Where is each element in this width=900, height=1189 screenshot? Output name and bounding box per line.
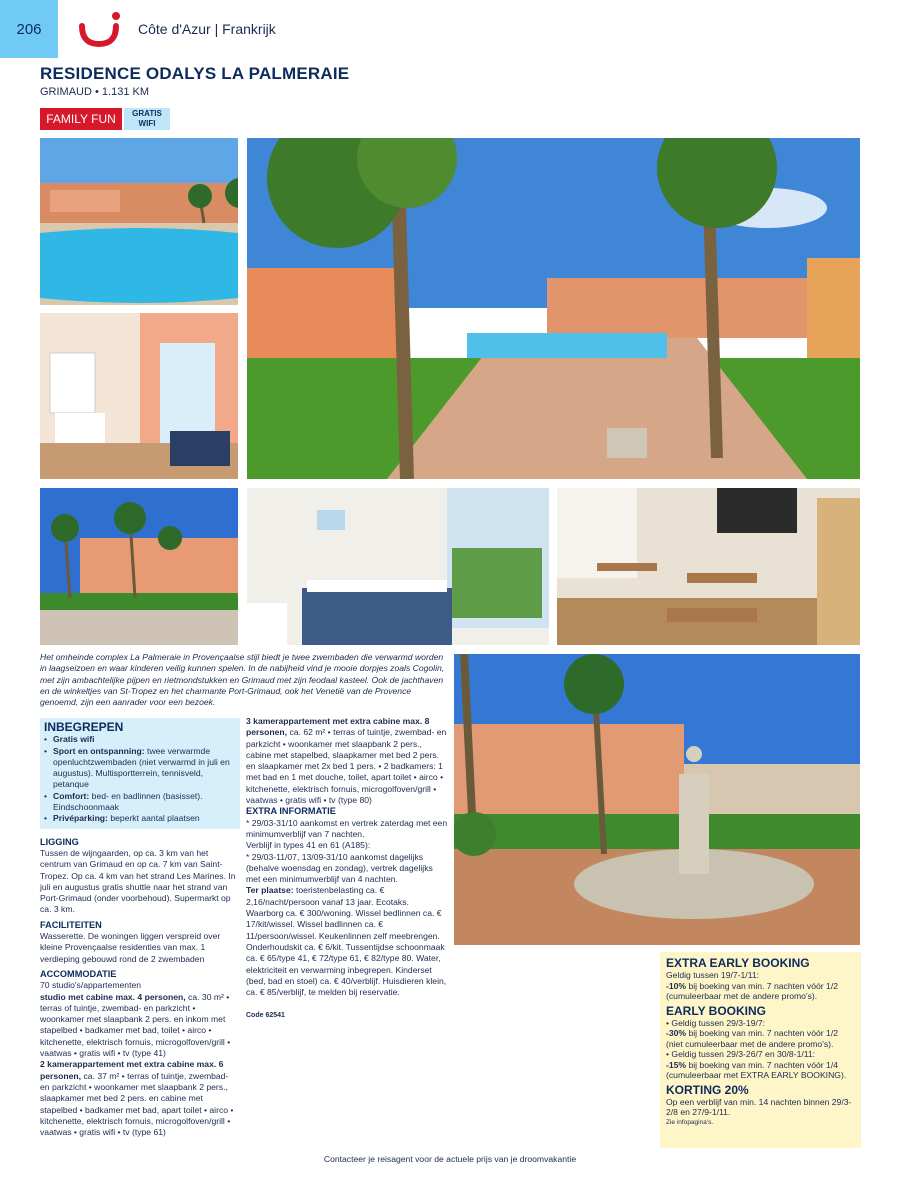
accommodation-heading: ACCOMMODATIE	[40, 968, 117, 979]
on-site-text: toeristenbelasting ca. € 2,16/nacht/persoon vanaf 13 jaar. Ecotaks. Waarborg ca. € 300/woning. Wissel bedlinnen ca. € 17/kit/wissel. Wissel badlinnen ca. € 11/persoon/wissel. Keukenlinnen zelf meebrengen. Onderhoudskit ca. € 6/kit. Tussentijdse schoonmaak ca. € 65/type 41, € 72/type 61, € 82/type 80. Water, elektriciteit en verwarming inbegrepen. Kinderset (bed, bad en stoel) ca. € 40/verblijf. Huisdieren klein, ca. € 85/verblijf, te melden bij reservatie.	[246, 885, 447, 998]
included-text: beperkt aantal plaatsen	[107, 813, 200, 824]
living-room-photo	[40, 313, 238, 479]
garden-palms-photo	[247, 138, 860, 479]
discount-percent: -30%	[666, 1028, 687, 1038]
apartment-3room-label: 3 kamerappartement met extra cabine max. 8 personen,	[246, 716, 430, 738]
included-box	[40, 718, 240, 829]
included-label: Comfort:	[53, 790, 90, 801]
included-item	[44, 746, 235, 791]
footer-note: Contacteer je reisagent voor de actuele prijs van je droomvakantie	[323, 1154, 577, 1164]
apartment-2room-description	[40, 1059, 240, 1138]
early-booking-validity: • Geldig tussen 29/3-19/7:	[666, 1017, 766, 1028]
early-booking-text	[666, 1028, 855, 1049]
wifi-badge-line1: GRATIS	[132, 109, 162, 118]
included-text: twee verwarmde openluchtzwembaden (niet verwarmd in juli en augustus). Multisportterrein, tennisveld, petanque	[53, 745, 230, 790]
extra-early-booking-title: EXTRA EARLY BOOKING	[666, 956, 810, 970]
location-text: Tussen de wijngaarden, op ca. 3 km van het centrum van Grimaud en op ca. 7 km van Saint-Tropez. Op ca. 4 km van het strand Les Marines. In juli en augustus gratis shuttle naar het strand van Port-Grimaud (onder voorbehoud). Supermarkt op ca. 3 km.	[40, 847, 236, 915]
discount-20-text: Op een verblijf van min. 14 nachten binnen 29/3-2/8 en 27/9-1/11.	[666, 1096, 852, 1117]
early-booking-validity: • Geldig tussen 29/3-26/7 en 30/8-1/11:	[666, 1049, 816, 1059]
discount-20-title: KORTING 20%	[666, 1082, 749, 1097]
extra-early-booking-validity: Geldig tussen 19/7-1/11:	[666, 970, 759, 980]
included-label: Sport en ontspanning:	[53, 745, 145, 756]
included-item	[44, 791, 235, 814]
info-pages-note: Zie infopagina's.	[666, 1118, 714, 1126]
discount-text: bij boeking van min. 7 nachten vóór 1/2 (niet cumuleerbaar met de andere promo's).	[666, 1028, 838, 1049]
product-code: Code 62541	[246, 1012, 285, 1020]
free-wifi-badge	[124, 108, 170, 130]
apartment-3room-description	[246, 716, 448, 806]
extra-info-line: * 29/03-31/10 aankomst en vertrek zaterdag met een minimumverblijf van 7 nachten.	[246, 817, 448, 839]
apartment-2room-text: ca. 37 m² • terras of tuintje, zwembad- en parkzicht • woonkamer met slaapbank 2 pers., slaapkamer met bed 2 pers. en cabine met stapelbed • badkamer met bad, apart toilet • airco • kitchenette, elektrisch fornuis, microgolfoven/grill • vaatwas • gratis wifi • tv (type 61)	[40, 1070, 234, 1138]
included-title: INBEGREPEN	[44, 720, 124, 734]
booking-promotions-box	[660, 952, 861, 1148]
tui-logo	[78, 10, 124, 50]
early-booking-text	[666, 1060, 855, 1081]
facilities-text: Wasserette. De woningen liggen verspreid over kleine Provençaalse residenties van max. 1 verdieping gebouwd rond de 2 zwembaden	[40, 931, 221, 964]
included-item	[44, 813, 235, 824]
fountain-photo	[454, 654, 860, 945]
restaurant-photo	[557, 488, 860, 645]
apartment-2room-label: 2 kamerappartement met extra cabine max. 6 personen,	[40, 1059, 224, 1081]
location-heading: LIGGING	[40, 836, 79, 847]
left-column	[40, 718, 240, 1138]
facilities-heading: FACILITEITEN	[40, 919, 102, 930]
description-caption: Het omheinde complex La Palmeraie in Provençaalse stijl biedt je twee zwembaden die verwarmd worden in laagseizoen en waar kinderen veilig kunnen spelen. In de nabijheid vind je mooie dorpjes zoals Cogolin, met zijn ambachtelijke pijpen en rietmondstukken en Grimaud met zijn feodaal kasteel. Ook de jachthaven en de winkeltjes van St-Tropez en het charmante Port-Grimaud, ook het Venetië van de Provence genoemd, zijn een aanrader voor een bezoek.	[40, 652, 445, 708]
on-site-label: Ter plaatse:	[246, 885, 294, 896]
on-site-costs	[246, 885, 448, 998]
included-list	[44, 734, 235, 824]
extra-info-line: Verblijf in types 41 en 61 (A185):	[246, 840, 371, 851]
wifi-badge-line2: WIFI	[138, 119, 156, 128]
residence-exterior-photo	[40, 488, 238, 645]
extra-early-booking-text	[666, 981, 855, 1002]
included-label: Privéparking:	[53, 813, 108, 824]
studio-label: studio met cabine max. 4 personen,	[40, 991, 186, 1002]
hotel-location: GRIMAUD • 1.131 KM	[40, 86, 149, 98]
included-item	[44, 734, 235, 745]
bedroom-photo	[247, 488, 549, 645]
included-text: bed- en badlinnen (basisset). Eindschoonmaak	[53, 790, 203, 813]
included-wifi: Gratis wifi	[53, 734, 95, 745]
discount-text: bij boeking van min. 7 nachten vóór 1/4 (cumuleerbaar met EXTRA EARLY BOOKING).	[666, 1059, 847, 1080]
family-fun-badge: FAMILY FUN	[40, 108, 122, 130]
apartment-3room-text: ca. 62 m² • terras of tuintje, zwembad- en parkzicht • woonkamer met slaapbank 2 pers., cabine met stapelbed, slaapkamer met bed 2 pers. en slaapkamer met 2x bed 1 pers. • 2 badkamers: 1 met bad en 1 met douche, toilet, apart toilet • airco • kitchenette, elektrisch fornuis, microgolfoven/grill • vaatwas • gratis wifi • tv (type 80)	[246, 727, 447, 806]
studio-text: ca. 30 m² • terras of tuintje, zwembad- en parkzicht • woonkamer met slaapbank 2 pers. en inkom met stapelbed • badkamer met bad, toilet • airco • kitchenette, elektrisch fornuis, microgolfoven/grill • vaatwas • gratis wifi • tv (type 41)	[40, 991, 231, 1059]
accommodation-intro: 70 studio's/appartementen	[40, 980, 142, 991]
hotel-title: RESIDENCE ODALYS LA PALMERAIE	[40, 64, 350, 83]
extra-info-heading: EXTRA INFORMATIE	[246, 806, 336, 817]
discount-percent: -15%	[666, 1059, 687, 1070]
extra-info-line: * 29/03-11/07, 13/09-31/10 aankomst dagelijks (behalve woensdag en zondag), vertrek dagelijks met een minimumverblijf van 4 nachten.	[246, 851, 433, 885]
pool-photo	[40, 138, 238, 305]
breadcrumb: Côte d'Azur | Frankrijk	[138, 21, 276, 37]
studio-description	[40, 992, 240, 1060]
discount-text: bij boeking van min. 7 nachten vóór 1/2 (cumuleerbaar met de andere promo's).	[666, 980, 838, 1001]
page-number: 206	[0, 0, 58, 58]
discount-percent: -10%	[666, 980, 687, 991]
early-booking-title: EARLY BOOKING	[666, 1003, 767, 1018]
middle-column	[246, 716, 448, 1022]
